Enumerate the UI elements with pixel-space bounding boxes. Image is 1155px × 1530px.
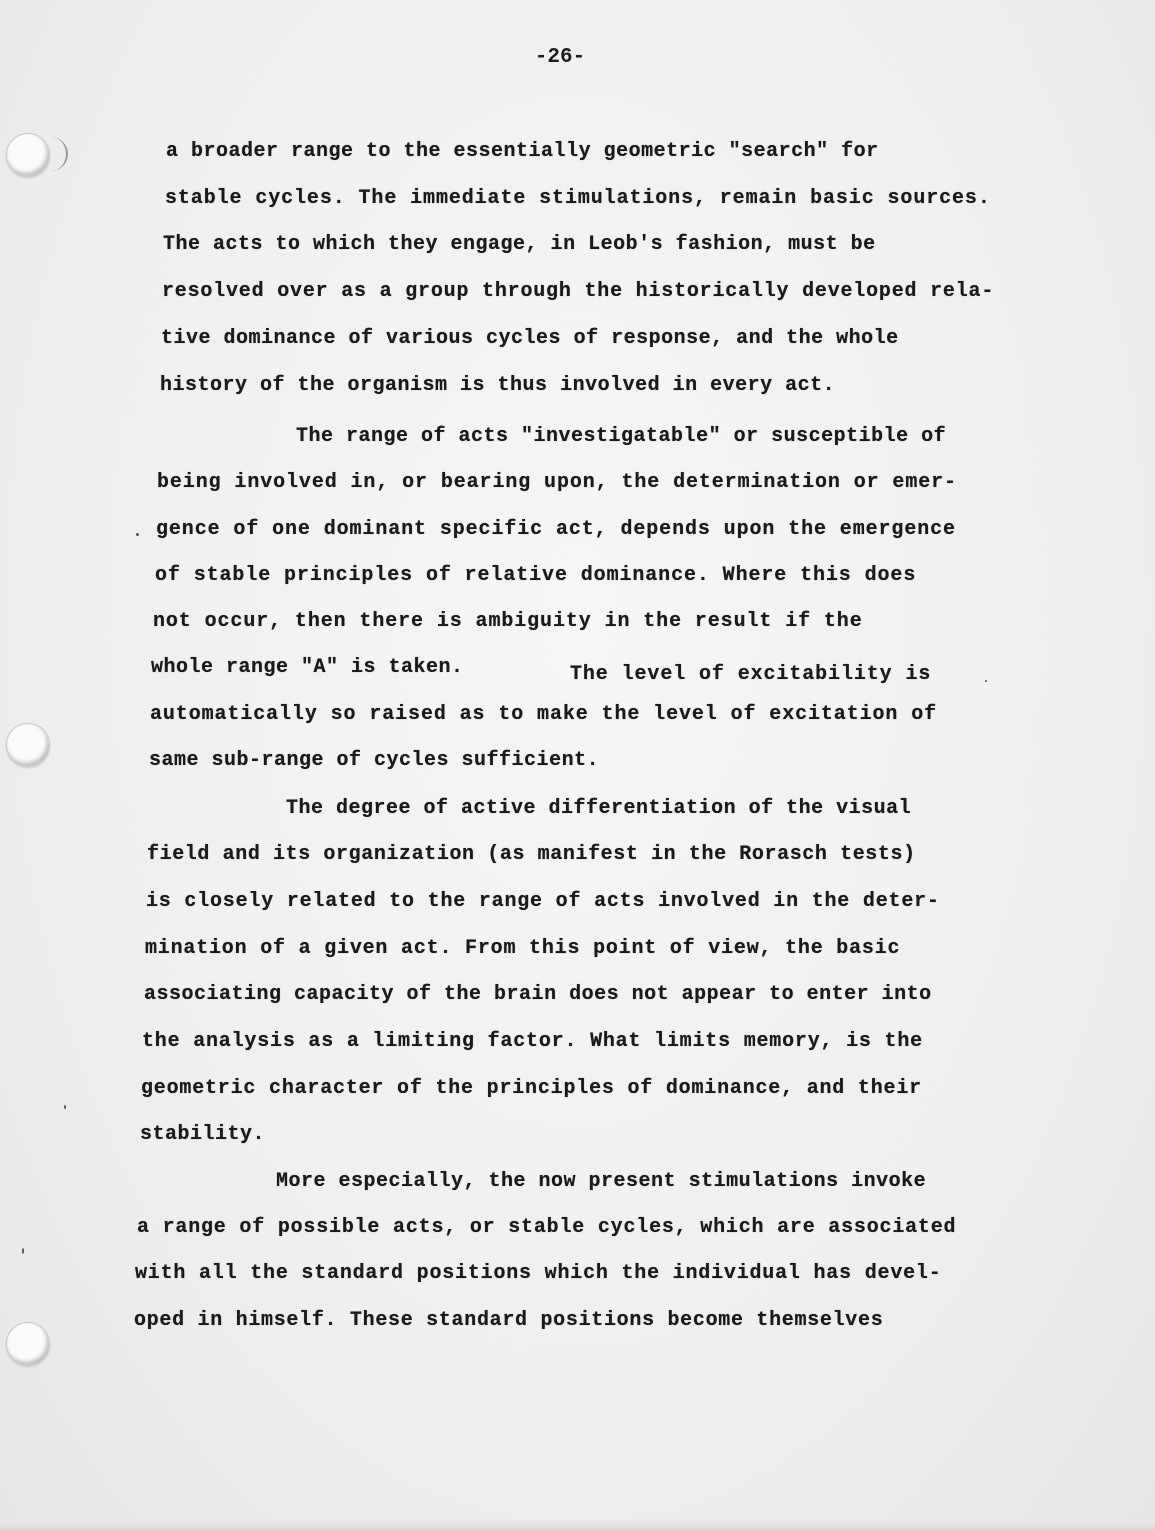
paper-speck [136,533,139,536]
text-line: associating capacity of the brain does not appear to enter into [144,983,932,1006]
paper-speck [22,1248,24,1254]
text-line: being involved in, or bearing upon, the determination or emer- [157,471,957,494]
text-line: mination of a given act. From this point of view, the basic [145,937,901,960]
scan-edge [0,1520,1155,1530]
text-line: a broader range to the essentially geometric "search" for [166,140,879,163]
text-line: not occur, then there is ambiguity in the result if the [153,610,863,633]
text-line: of stable principles of relative dominance. Where this does [155,564,917,587]
text-line: whole range "A" is taken. [151,656,464,679]
text-line: same sub-range of cycles sufficient. [149,749,600,772]
punch-hole-top-shadow [50,137,68,171]
text-line: More especially, the now present stimulations invoke [276,1170,927,1193]
page-number: -26- [534,46,586,69]
paper-speck [985,680,987,682]
text-line: gence of one dominant specific act, depends upon the emergence [156,518,956,541]
text-line: The range of acts "investigatable" or susceptible of [296,425,947,448]
punch-hole-middle [6,723,50,767]
text-line: The level of excitability is [570,663,932,686]
text-line: stability. [140,1123,266,1146]
text-line: geometric character of the principles of dominance, and their [141,1077,922,1100]
text-line: a range of possible acts, or stable cycles, which are associated [137,1216,957,1239]
text-line: is closely related to the range of acts involved in the deter- [146,890,940,913]
punch-hole-bottom [6,1322,50,1366]
text-line: field and its organization (as manifest in the Rorasch tests) [147,843,916,866]
text-line: The acts to which they engage, in Leob's fashion, must be [163,233,876,256]
text-line: history of the organism is thus involved in every act. [160,374,836,397]
text-line: automatically so raised as to make the level of excitation of [150,703,938,726]
punch-hole-top [6,133,50,177]
text-line: oped in himself. These standard positions become themselves [134,1309,884,1332]
text-line: resolved over as a group through the historically developed rela- [162,280,995,303]
paper-speck [64,1105,66,1109]
text-line: with all the standard positions which the individual has devel- [135,1262,942,1285]
text-line: tive dominance of various cycles of response, and the whole [161,327,899,350]
text-line: stable cycles. The immediate stimulations, remain basic sources. [165,187,991,210]
text-line: the analysis as a limiting factor. What limits memory, is the [142,1030,923,1053]
text-line: The degree of active differentiation of the visual [286,797,912,820]
